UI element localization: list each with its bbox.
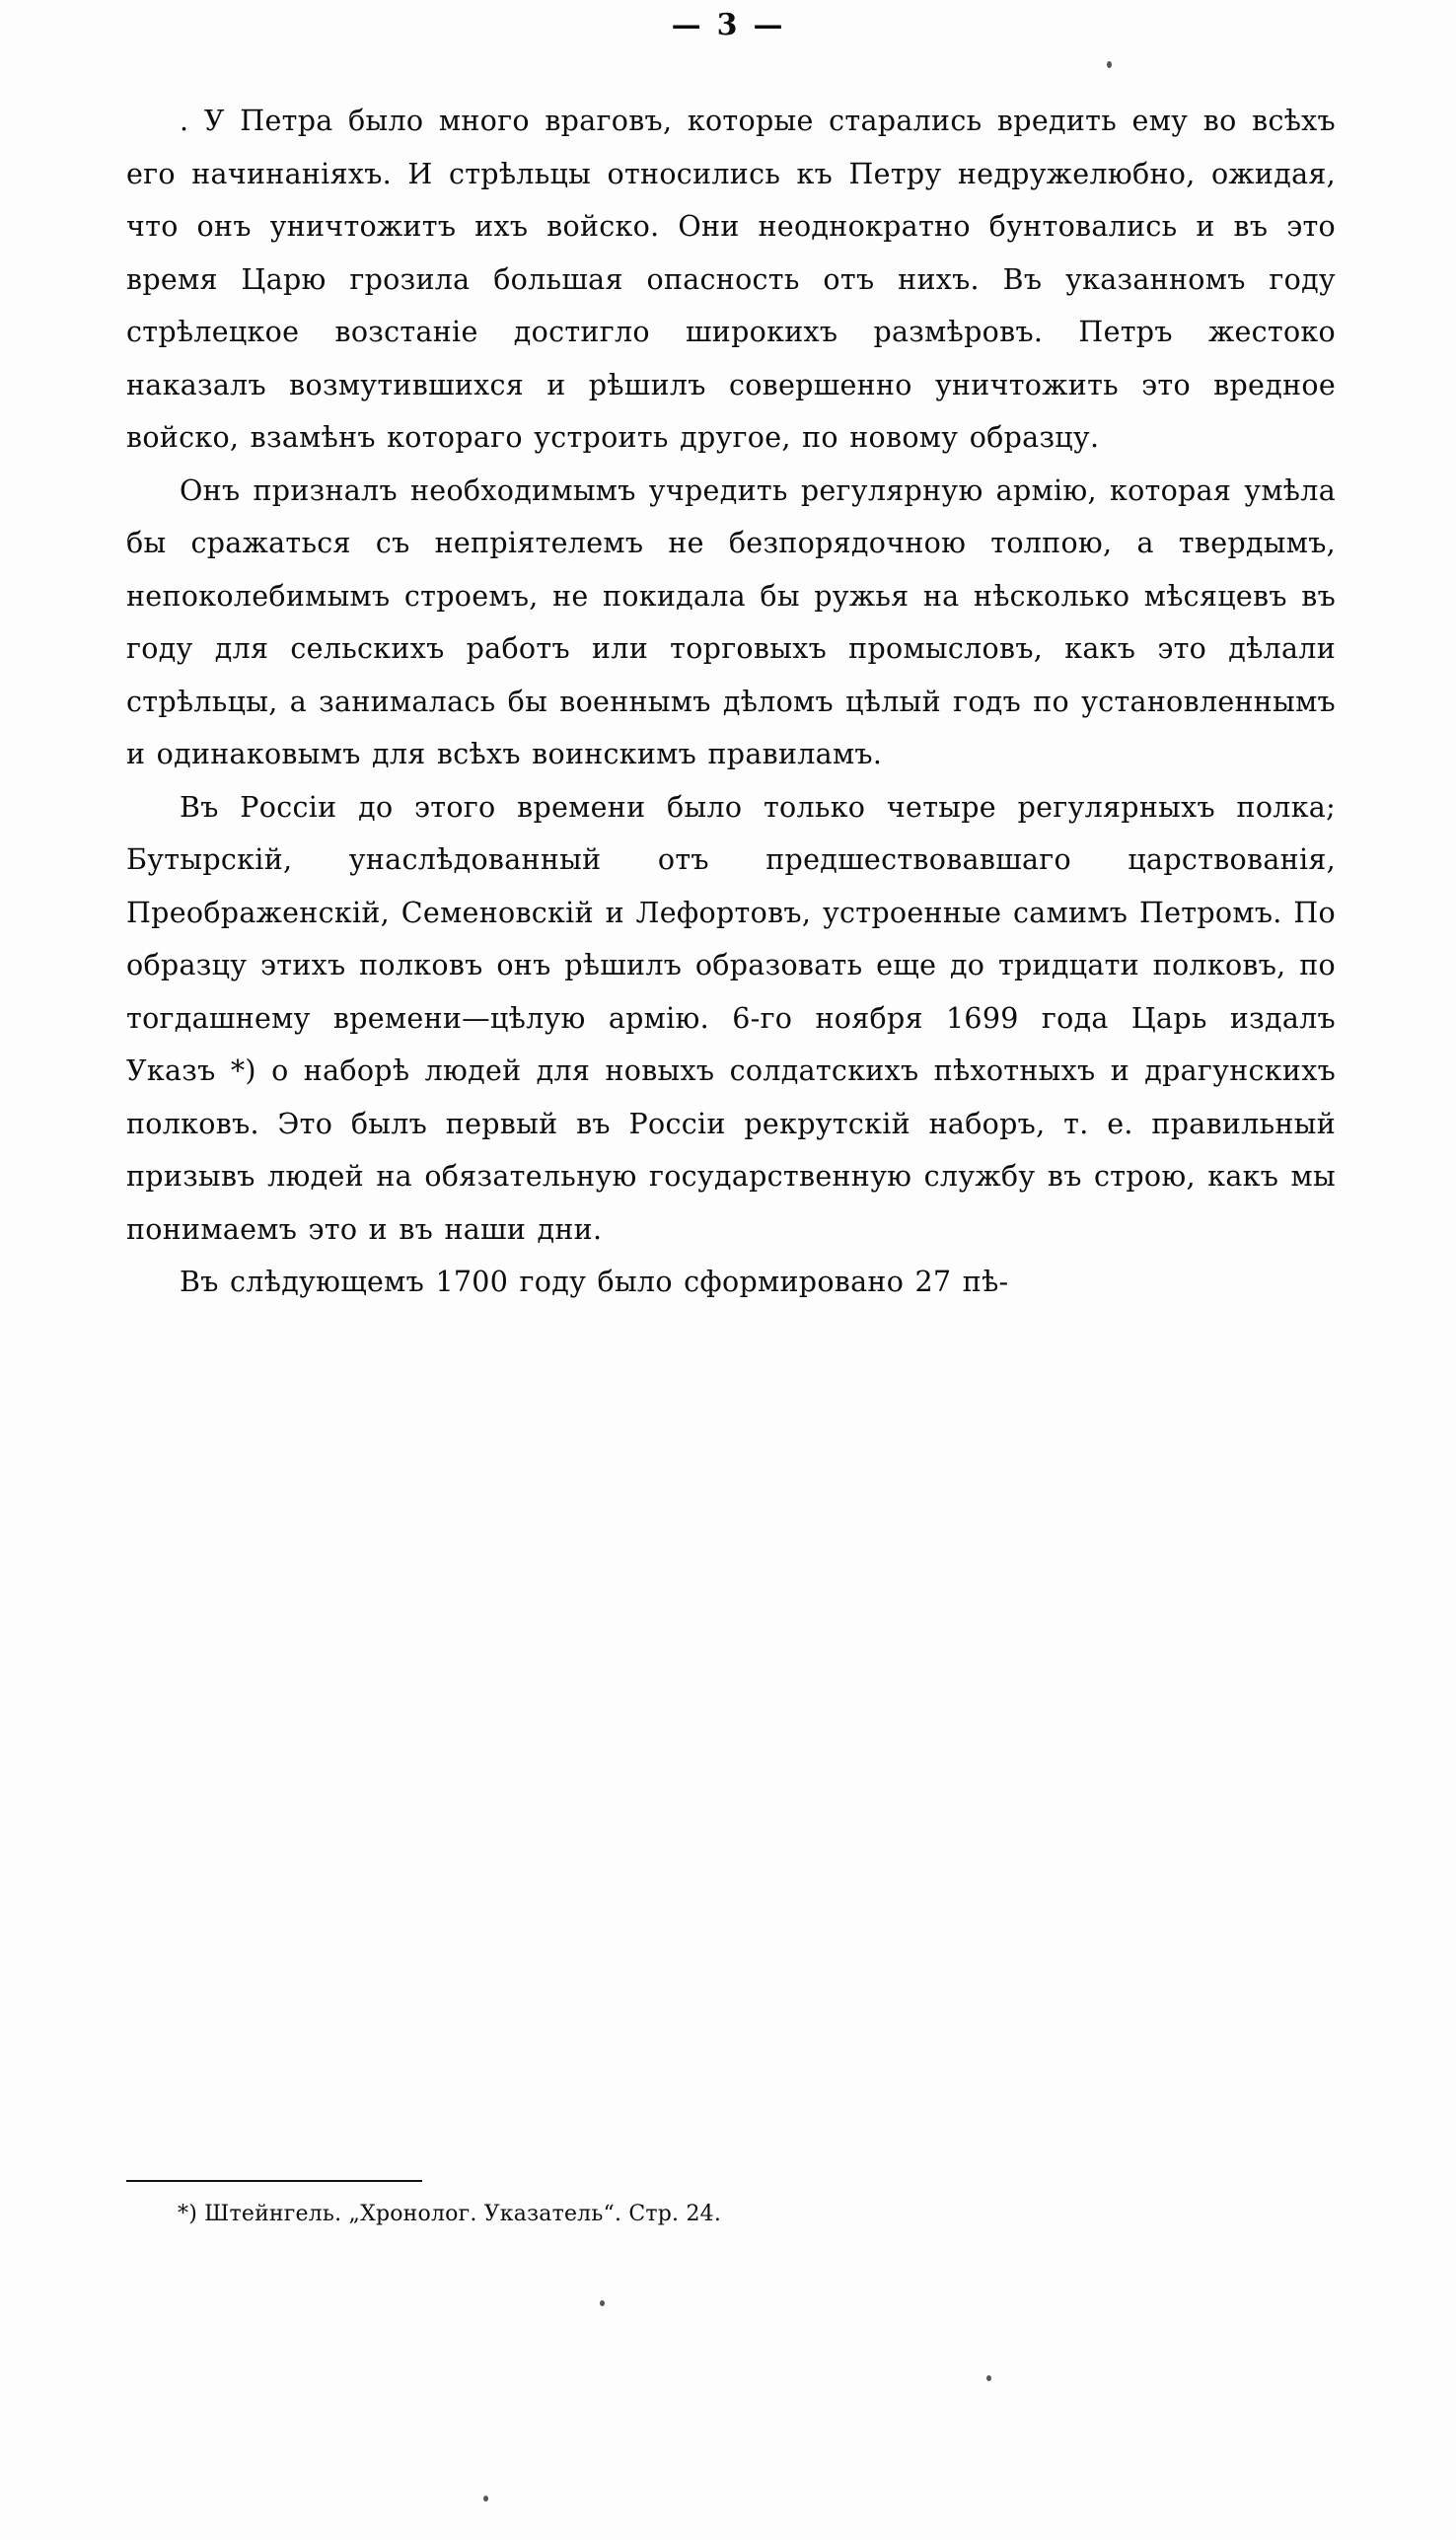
ink-speck [986, 2375, 991, 2381]
paragraph: Въ Россіи до этого времени было только четыре регулярныхъ полка; Бутырскій, унаслѣдованный отъ предшествовавшаго царствованія, Преображенскій, Семеновскій и Лефортовъ, устроенные самимъ Петромъ. По образцу этихъ полковъ онъ рѣшилъ образовать еще до тридцати полковъ, по тогдашнему времени—цѣлую армію. 6-го ноября 1699 года Царь издалъ Указъ *) о наборѣ людей для новыхъ солдатскихъ пѣхотныхъ и драгунскихъ полковъ. Это былъ первый въ Россіи рекрутскій наборъ, т. е. правильный призывъ людей на обязательную государственную службу въ строю, какъ мы понимаемъ это и въ наши дни. [126, 790, 1336, 1246]
paragraph: Въ слѣдующемъ 1700 году было сформировано 27 пѣ- [180, 1266, 1009, 1298]
ink-speck [600, 2300, 605, 2306]
body-text [126, 95, 1336, 1309]
page-number [0, 8, 1456, 42]
page-number-dash-right: — [753, 8, 785, 42]
ink-speck [1107, 61, 1112, 68]
page-number-dash-left: — [671, 8, 703, 42]
footnote: *) Штейнгель. „Хронолог. Указатель“. Стр. 24. [178, 2202, 722, 2226]
ink-speck [483, 2496, 488, 2502]
footnote-divider [126, 2180, 422, 2182]
paragraph: . У Петра было много враговъ, которые старались вредить ему во всѣхъ его начинаніяхъ. И стрѣльцы относились къ Петру недружелюбно, ожидая, что онъ уничтожитъ ихъ войско. Они неоднократно бунтовались и въ это время Царю грозила большая опасность отъ нихъ. Въ указанномъ году стрѣлецкое возстаніе достигло широкихъ размѣровъ. Петръ жестоко наказалъ возмутившихся и рѣшилъ совершенно уничтожить это вредное войско, взамѣнъ котораго устроить другое, по новому образцу. [126, 105, 1336, 454]
page-number-value: 3 [716, 8, 740, 42]
paragraph: Онъ призналъ необходимымъ учредить регулярную армію, которая умѣла бы сражаться съ непріятелемъ не безпорядочною толпою, а твердымъ, непоколебимымъ строемъ, не покидала бы ружья на нѣсколько мѣсяцевъ въ году для сельскихъ работъ или торговыхъ промысловъ, какъ это дѣлали стрѣльцы, а занималась бы военнымъ дѣломъ цѣлый годъ по установленнымъ и одинаковымъ для всѣхъ воинскимъ правиламъ. [126, 473, 1336, 770]
